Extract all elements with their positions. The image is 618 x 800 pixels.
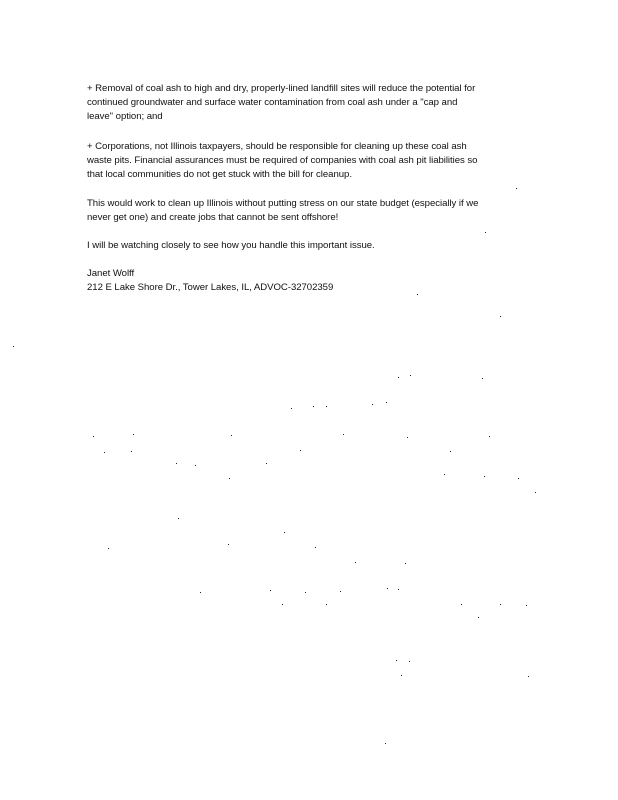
text-line: waste pits. Financial assurances must be required of companies with coal ash pit liabilities so xyxy=(87,155,478,167)
text-line: I will be watching closely to see how you handle this important issue. xyxy=(87,240,375,251)
coal-ash-removal-paragraph xyxy=(87,82,557,125)
closing-statement-paragraph xyxy=(87,239,557,253)
state-budget-paragraph xyxy=(87,197,557,225)
corporations-responsibility-paragraph xyxy=(87,140,557,183)
signer-name: Janet Wolff xyxy=(87,268,135,279)
text-line: never get one) and create jobs that cannot be sent offshore! xyxy=(87,212,339,224)
signature-block xyxy=(87,267,557,295)
text-line: + Corporations, not Illinois taxpayers, should be responsible for cleaning up these coal ash xyxy=(87,141,467,152)
text-line: leave" option; and xyxy=(87,111,163,123)
text-line: This would work to clean up Illinois without putting stress on our state budget (especially if we xyxy=(87,198,479,209)
text-line: + Removal of coal ash to high and dry, properly-lined landfill sites will reduce the potential for xyxy=(87,83,476,94)
text-line: that local communities do not get stuck with the bill for cleanup. xyxy=(87,169,352,181)
text-line: continued groundwater and surface water contamination from coal ash under a "cap and xyxy=(87,97,458,109)
signer-address: 212 E Lake Shore Dr., Tower Lakes, IL, ADVOC-32702359 xyxy=(87,282,334,294)
